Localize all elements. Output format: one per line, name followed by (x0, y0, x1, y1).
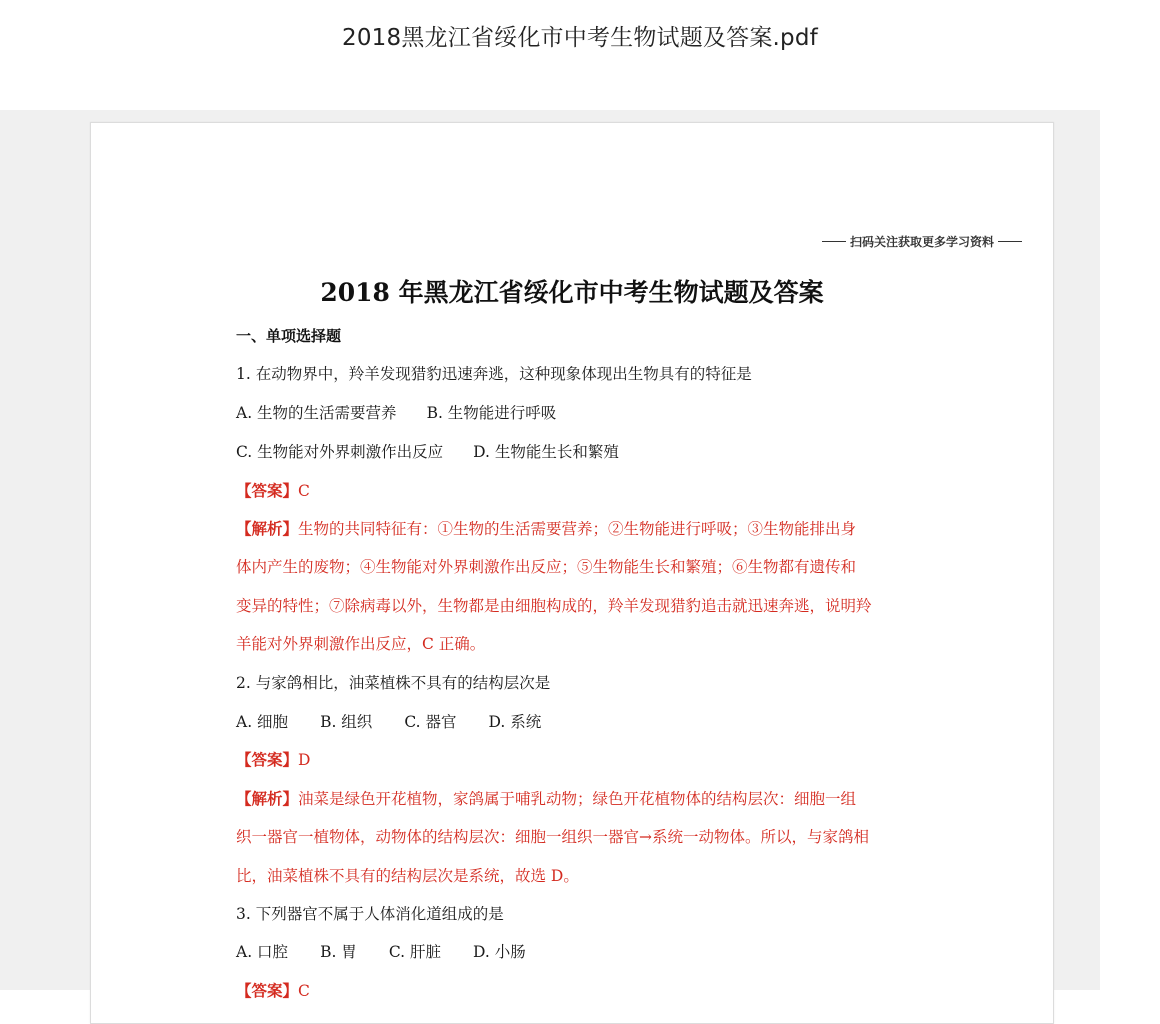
q2-options-row (236, 710, 541, 732)
watermark-line-right (998, 241, 1022, 242)
file-title: 2018黑龙江省绥化市中考生物试题及答案.pdf (342, 25, 818, 51)
q2-analysis-line2: 织一器官一植物体，动物体的结构层次：细胞一组织一器官→系统一动物体。所以，与家鸽相 (236, 828, 869, 846)
q2-answer-label: 【答案】 (236, 750, 299, 769)
document-viewer[interactable] (0, 110, 1100, 1000)
q3-question: 3. 下列器官不属于人体消化道组成的是 (236, 905, 504, 923)
q2-answer-value: D (298, 751, 311, 769)
q3-option-c: C. 肝脏 (388, 943, 441, 961)
q3-option-a: A. 口腔 (236, 943, 289, 961)
q1-answer-value: C (298, 482, 310, 500)
q1-option-d: D. 生物能生长和繁殖 (473, 443, 619, 461)
q2-option-a: A. 细胞 (236, 713, 289, 731)
q1-option-a: A. 生物的生活需要营养 (236, 404, 397, 422)
q1-analysis-label: 【解析】 (236, 519, 299, 538)
q1-answer (236, 479, 310, 501)
q3-option-d: D. 小肠 (472, 943, 526, 961)
watermark-text: 扫码关注获取更多学习资料 (849, 235, 994, 249)
q3-option-b: B. 胃 (320, 943, 357, 961)
q2-option-b: B. 组织 (320, 713, 373, 731)
q2-analysis-line1 (236, 787, 856, 809)
q1-option-b: B. 生物能进行呼吸 (426, 404, 557, 422)
q3-answer-label: 【答案】 (236, 981, 299, 1000)
q3-answer-value: C (298, 982, 310, 1000)
q2-option-d: D. 系统 (488, 713, 542, 731)
document-title: 2018 年黑龙江省绥化市中考生物试题及答案 (320, 278, 824, 307)
q3-answer (236, 979, 310, 1001)
q1-analysis-line4: 羊能对外界刺激作出反应，C 正确。 (236, 635, 486, 653)
q1-answer-label: 【答案】 (236, 481, 299, 500)
q1-analysis-text1: 生物的共同特征有：①生物的生活需要营养；②生物能进行呼吸；③生物能排出身 (298, 520, 857, 538)
q1-analysis-line3: 变异的特性；⑦除病毒以外，生物都是由细胞构成的，羚羊发现猎豹追击就迅速奔逃，说明羚 (236, 597, 872, 615)
q1-option-c: C. 生物能对外界刺激作出反应 (236, 443, 444, 461)
viewer-header (0, 0, 1100, 110)
q3-options-row (236, 940, 526, 962)
q1-analysis-line1 (236, 517, 856, 539)
q1-options-row1 (236, 401, 556, 423)
q2-option-c: C. 器官 (404, 713, 457, 731)
q2-analysis-text1: 油菜是绿色开花植物，家鸽属于哺乳动物；绿色开花植物体的结构层次：细胞一组 (298, 790, 857, 808)
watermark-line-left (822, 241, 846, 242)
watermark (818, 233, 1026, 250)
section-heading: 一、单项选择题 (236, 327, 342, 345)
q2-question: 2. 与家鸽相比，油菜植株不具有的结构层次是 (236, 674, 551, 692)
pdf-page (90, 122, 1054, 1024)
q2-analysis-label: 【解析】 (236, 789, 299, 808)
q1-analysis-line2: 体内产生的废物；④生物能对外界刺激作出反应；⑤生物能生长和繁殖；⑥生物都有遗传和 (236, 558, 857, 576)
q1-question: 1. 在动物界中，羚羊发现猎豹迅速奔逃，这种现象体现出生物具有的特征是 (236, 365, 752, 383)
q2-analysis-line3: 比，油菜植株不具有的结构层次是系统，故选 D。 (236, 867, 579, 885)
q2-answer (236, 748, 310, 770)
q1-options-row2 (236, 440, 619, 462)
